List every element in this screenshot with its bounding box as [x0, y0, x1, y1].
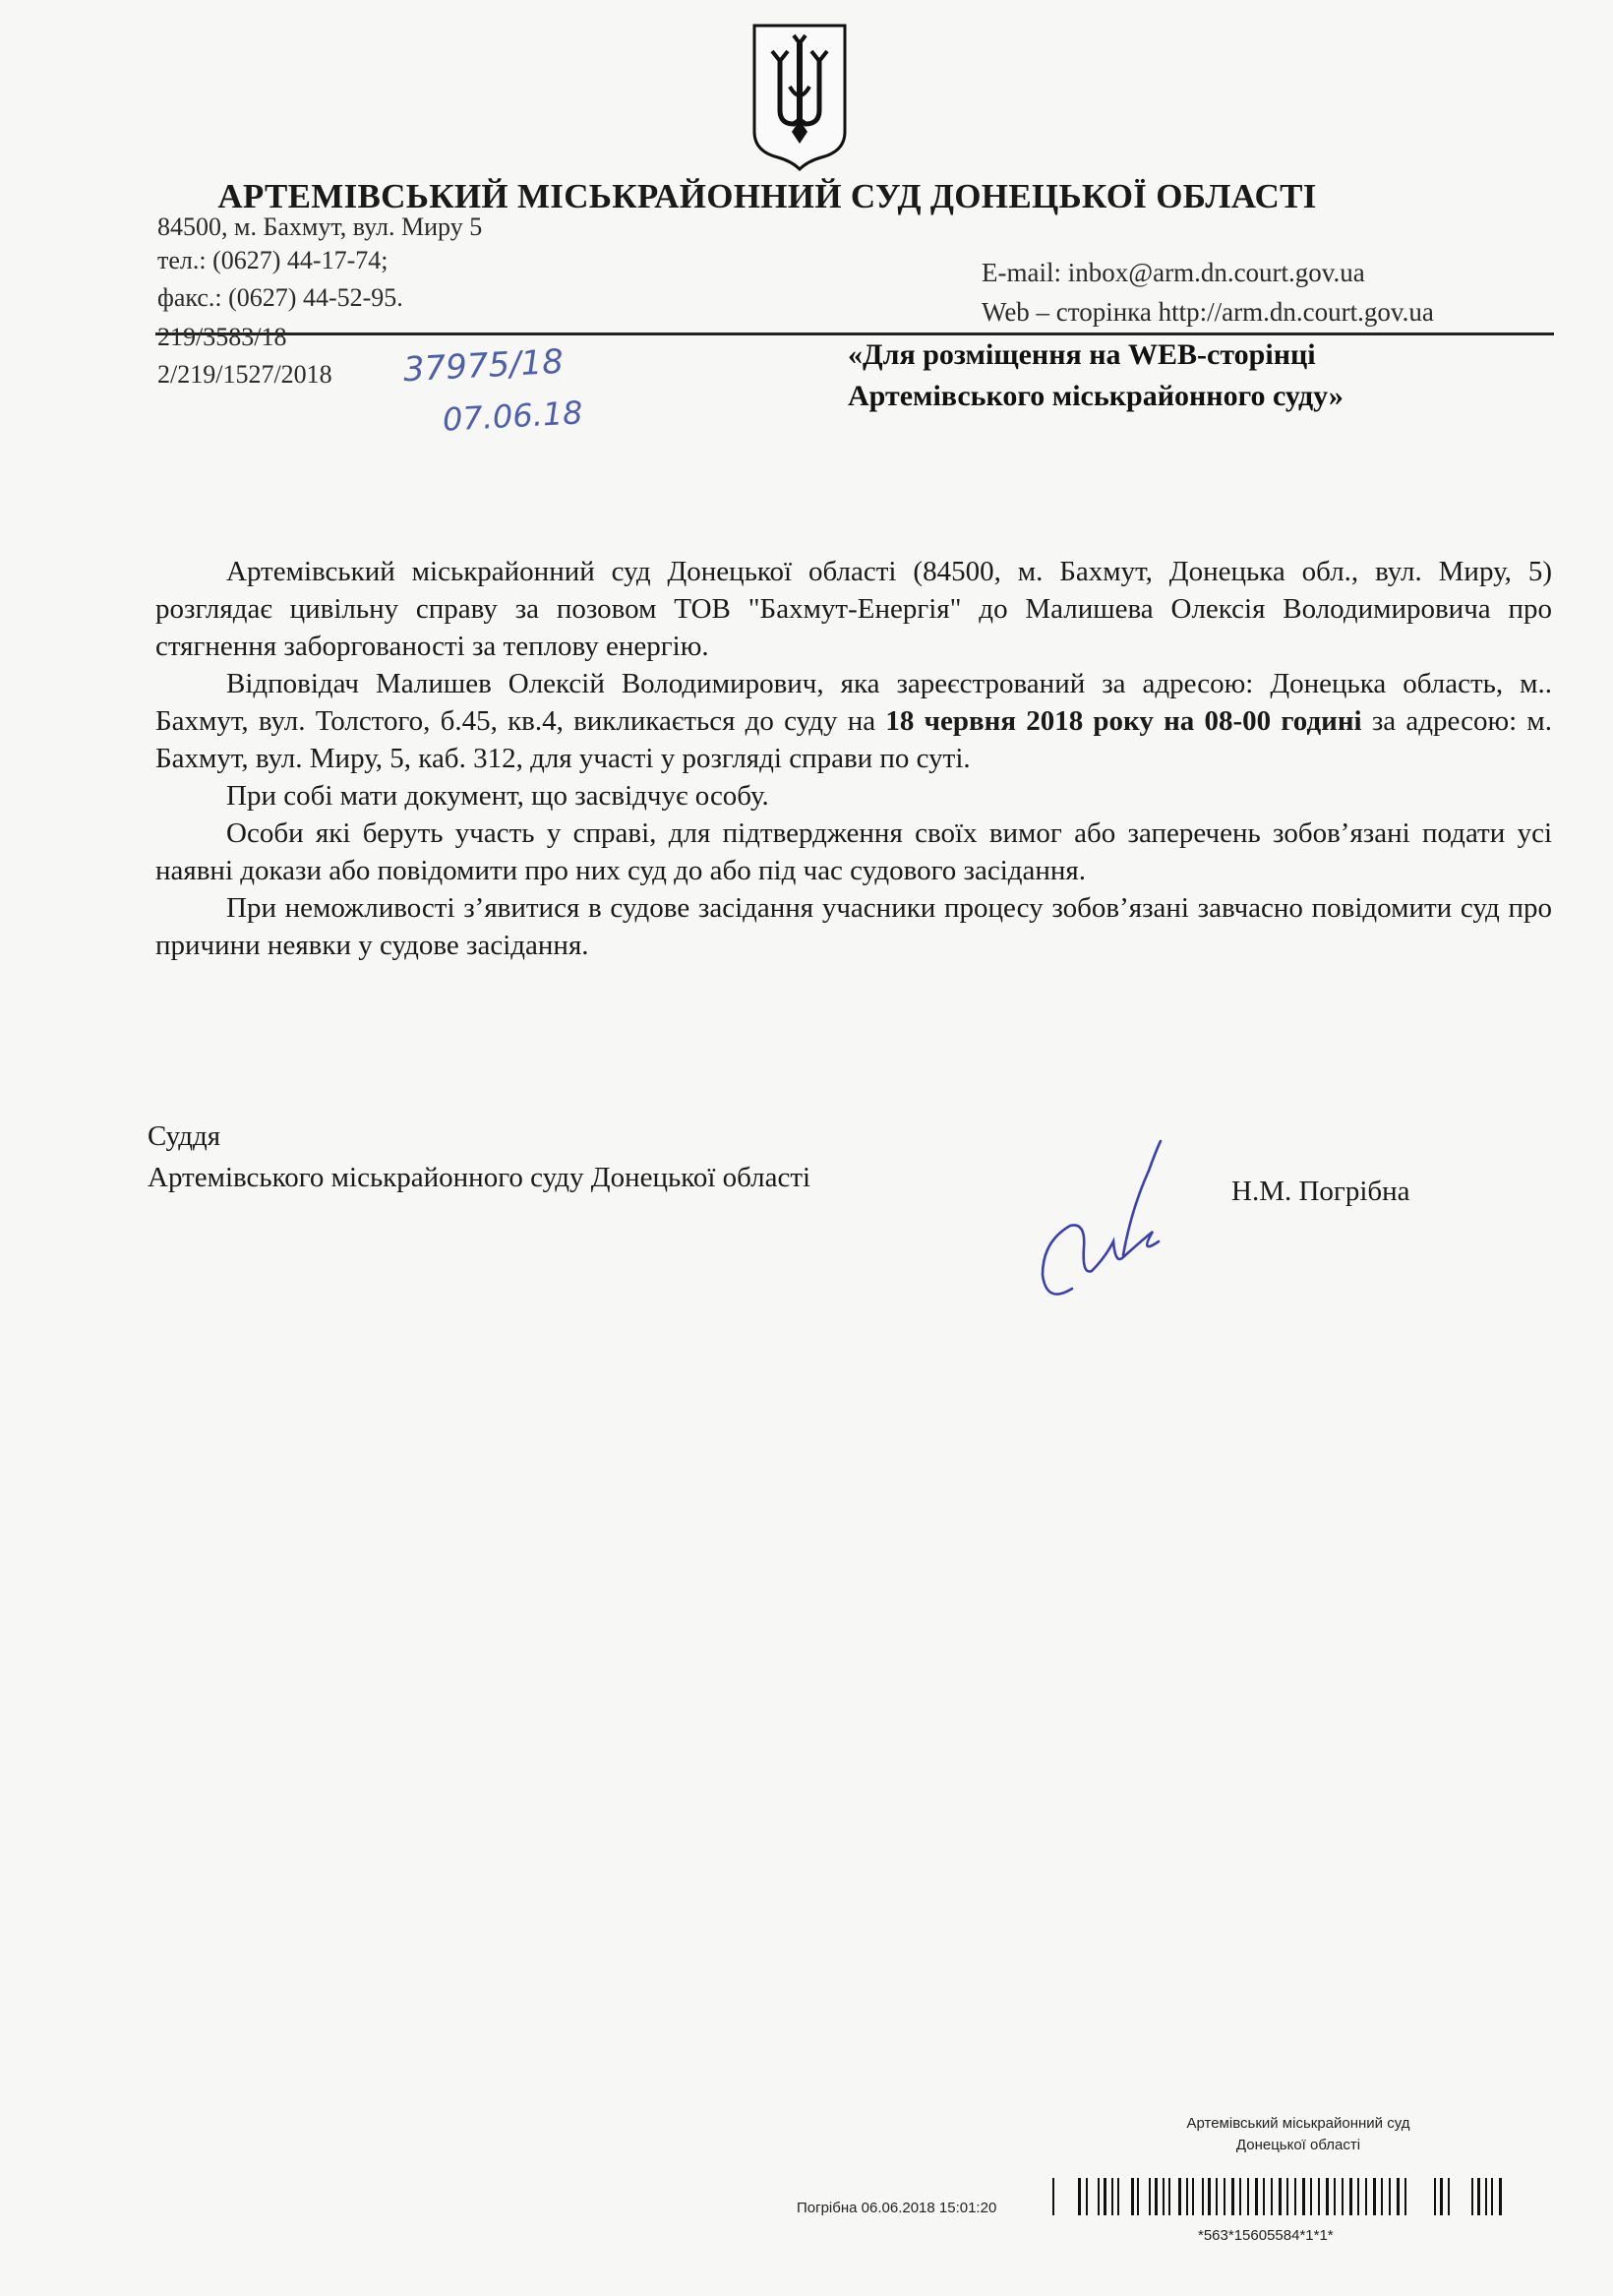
case-number: 219/3583/18: [157, 323, 287, 351]
judge-role: Суддя: [148, 1120, 221, 1152]
paragraph-absence: При неможливості з’явитися в судове засідання учасники процесу зобов’язані завчасно повідомити суд про причини неявки у судове засідання.: [155, 892, 1552, 961]
handwritten-signature: [1013, 1131, 1210, 1318]
paragraph-summons: [155, 665, 1552, 777]
judge-court: Артемівського міськрайонного суду Донецької області: [148, 1162, 811, 1193]
hearing-date-time: 18 червня 2018 року на 08-00 годині: [885, 705, 1362, 737]
handwritten-incoming-number: 37975/18: [402, 341, 565, 391]
paragraph-case: Артемівський міськрайонний суд Донецької області (84500, м. Бахмут, Донецька обл., вул. Миру, 5) розглядає цивільну справу за позовом ТОВ "Бахмут-Енергія" до Малишева Олексія Володимировича про стягнення заборгованості за теплову енергію.: [155, 556, 1552, 662]
coat-of-arms-icon: [750, 22, 849, 171]
footer-signature-stamp: Погрібна 06.06.2018 15:01:20: [797, 2200, 997, 2216]
barcode-number: *563*15605584*1*1*: [1198, 2227, 1334, 2244]
publication-note: [848, 334, 1344, 417]
handwritten-incoming-date: 07.06.18: [442, 393, 584, 439]
court-email: E-mail: inbox@arm.dn.court.gov.ua: [982, 258, 1365, 287]
judge-name: Н.М. Погрібна: [1231, 1176, 1410, 1207]
summons-text-start: Відповідач Малишев Олексій Володимирович, яка зареєстрований за адресою: Донецька область, м.. Бахмут, вул. Толстого, б.45, кв.4, викликається до суду на: [155, 668, 1552, 737]
barcode-icon: [1052, 2154, 1544, 2225]
court-name-heading: АРТЕМІВСЬКИЙ МІСЬКРАЙОННИЙ СУД ДОНЕЦЬКОЇ ОБЛАСТІ: [217, 177, 1317, 215]
footer-court-line-1: Артемівський міськрайонний суд: [1186, 2115, 1410, 2132]
proceeding-number: 2/219/1527/2018: [157, 360, 332, 389]
court-website: Web – сторінка http://arm.dn.court.gov.ua: [982, 297, 1434, 327]
footer-court-line-2: Донецької області: [1235, 2137, 1361, 2153]
publication-note-line-2: Артемівського міськрайонного суду»: [848, 380, 1344, 412]
court-fax: факс.: (0627) 44-52-95.: [157, 283, 403, 312]
judge-title: [148, 1116, 810, 1198]
publication-note-line-1: «Для розміщення на WEB-сторінці: [848, 338, 1316, 371]
court-address: 84500, м. Бахмут, вул. Миру 5: [157, 212, 483, 241]
notice-body: [155, 553, 1552, 964]
paragraph-evidence: Особи які беруть участь у справі, для підтвердження своїх вимог або заперечень зобов’язані подати усі наявні докази або повідомити про них суд до або під час судового засідання.: [155, 817, 1552, 886]
summons-text-end: за адресою: м. Бахмут, вул. Миру, 5, каб. 312, для участі у розгляді справи по суті.: [155, 705, 1553, 774]
paragraph-id-document: При собі мати документ, що засвідчує особу.: [226, 780, 769, 812]
court-phone: тел.: (0627) 44-17-74;: [157, 246, 388, 274]
